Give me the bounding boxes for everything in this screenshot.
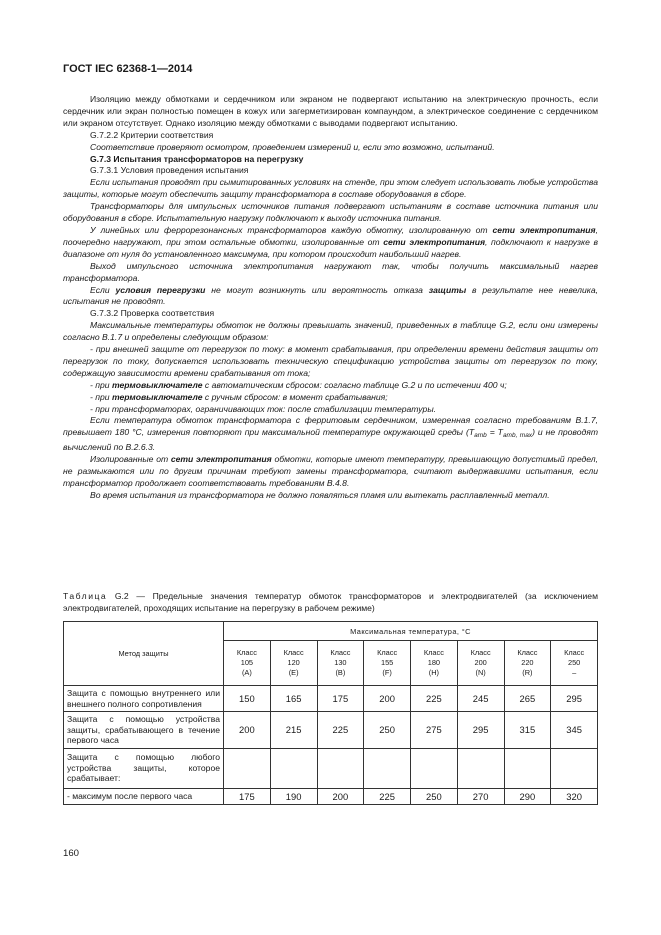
table-cell: 225 xyxy=(364,788,411,804)
row-label: - максимум после первого часа xyxy=(64,788,224,804)
section-heading: G.7.2.2 Критерии соответствия xyxy=(90,129,214,140)
column-header-class: Класс 155 (F) xyxy=(364,641,411,686)
table-cell: 250 xyxy=(364,712,411,749)
term: термовыключателе xyxy=(111,379,203,390)
table-cell: 295 xyxy=(551,686,598,712)
paragraph: Соответствие проверяют осмотром, проведением измерений и, если это возможно, испытаний. xyxy=(90,141,495,152)
term: сети электропитания xyxy=(383,236,486,247)
table-cell: 200 xyxy=(364,686,411,712)
column-header-method: Метод защиты xyxy=(64,622,224,686)
section-heading: G.7.3 Испытания трансформаторов на перегрузку xyxy=(90,153,304,164)
term: условия перегрузки xyxy=(115,284,206,295)
table-row xyxy=(64,748,598,788)
table-cell: 245 xyxy=(457,686,504,712)
table-row xyxy=(64,788,598,804)
table-cell: 315 xyxy=(504,712,551,749)
paragraph: Если испытания проводят при сымитированных условиях на стенде, при этом следует использовать любые устройства защиты, которые могут обеспечить защиту трансформатора в составе оборудования в сборе. xyxy=(63,177,598,200)
column-header-class: Класс 105 (A) xyxy=(224,641,271,686)
table-row xyxy=(64,712,598,749)
table-cell: 250 xyxy=(411,788,458,804)
section-heading: G.7.3.1 Условия проведения испытания xyxy=(90,165,249,176)
table-cell xyxy=(504,748,551,788)
column-header-class: Класс 180 (H) xyxy=(411,641,458,686)
row-label: Защита с помощью любого устройства защиты, которое срабатывает: xyxy=(64,748,224,788)
table-cell: 165 xyxy=(270,686,317,712)
paragraph: Если условия перегрузки не могут возникнуть или вероятность отказа защиты в результате нее невелика, испытания не проводят. xyxy=(63,284,598,307)
list-item: - при термовыключателе с ручным сбросом: в момент срабатывания; xyxy=(90,391,388,402)
paragraph: Максимальные температуры обмоток не должны превышать значений, приведенных в таблице G.2, если они измерены согласно B.1.7 и определены следующим образом: xyxy=(63,320,598,343)
column-header-class: Класс 120 (E) xyxy=(270,641,317,686)
page-number: 160 xyxy=(63,848,80,859)
paragraph: Изолированные от сети электропитания обмотки, которые имеют температуру, превышающую допустимый предел, не размыкаются или по другим причинам требуют замены трансформатора, считают выдержавшими испытания, если трансформатор продолжает соответствовать требованиям B.4.8. xyxy=(63,454,598,488)
table-cell xyxy=(411,748,458,788)
table-cell: 275 xyxy=(411,712,458,749)
list-item: - при термовыключателе с автоматическим сбросом: согласно таблице G.2 и по истечении 400 ч; xyxy=(90,379,507,390)
table-cell: 200 xyxy=(317,788,364,804)
table-cell: 225 xyxy=(411,686,458,712)
term: сети электропитания xyxy=(170,454,272,465)
table-cell: 265 xyxy=(504,686,551,712)
table-cell xyxy=(317,748,364,788)
table-cell: 200 xyxy=(224,712,271,749)
table-caption: Таблица G.2 — Предельные значения температур обмоток трансформаторов и электродвигателей (за исключением электродвигателей, проходящих испытание на перегрузку в рабочем режиме) xyxy=(63,591,598,613)
paragraph: Изоляцию между обмотками и сердечником или экраном не подвергают испытанию на электрическую прочность, если сердечник или экран полностью помещен в кожух или загерметизирован компаундом, а электрическое соединение с сердечником или экраном отсутствует. Однако изоляцию между обмотками с выводами подвергают испытанию. xyxy=(63,94,598,128)
table-row xyxy=(64,686,598,712)
row-label: Защита с помощью внутреннего или внешнего полного сопротивления xyxy=(64,686,224,712)
column-header-class: Класс 130 (B) xyxy=(317,641,364,686)
table-cell: 345 xyxy=(551,712,598,749)
column-header-class: Класс 200 (N) xyxy=(457,641,504,686)
table-cell xyxy=(457,748,504,788)
table-cell xyxy=(551,748,598,788)
document-header: ГОСТ IEC 62368-1—2014 xyxy=(63,63,193,75)
table-cell: 290 xyxy=(504,788,551,804)
table-cell xyxy=(364,748,411,788)
table-cell xyxy=(270,748,317,788)
section-heading: G.7.3.2 Проверка соответствия xyxy=(90,308,215,319)
table-cell: 225 xyxy=(317,712,364,749)
list-item: - при внешней защите от перегрузок по току: в момент срабатывания, при определении времени действия защиты от перегрузок по току, допускается использовать техническую спецификацию устройства защиты от перегрузок по току, содержащую зависимости времени срабатывания от тока; xyxy=(63,344,598,378)
table-cell: 320 xyxy=(551,788,598,804)
row-label: Защита с помощью устройства защиты, срабатывающего в течение первого часа xyxy=(64,712,224,749)
term: сети электропитания xyxy=(492,224,596,235)
paragraph: Если температура обмоток трансформатора с ферритовым сердечником, измеренная согласно требованиям B.1.7, превышает 180 °C, измерения повторяют при максимальной температуре окружающей среды $(T_{amb} = T_{amb, max})$ и не проводят вычислений по B.2.6.3. xyxy=(63,415,598,453)
paragraph: Трансформаторы для импульсных источников питания подвергают испытаниям в составе источника питания или оборудования в сборе. Испытательную нагрузку подключают к выходу источника питания. xyxy=(63,201,598,224)
table-cell: 175 xyxy=(224,788,271,804)
list-item: - при трансформаторах, ограничивающих ток: после стабилизации температуры. xyxy=(90,403,437,414)
paragraph: У линейных или феррорезонансных трансформаторов каждую обмотку, изолированную от сети электропитания, поочередно нагружают, при этом остальные обмотки, изолированные от сети электропитания, подключают к нагрузке в диапазоне от нуля до установленного максимума, при котором происходит наибольший нагрев. xyxy=(63,224,598,259)
table-cell: 215 xyxy=(270,712,317,749)
term: защиты xyxy=(428,284,467,295)
table-cell xyxy=(224,748,271,788)
paragraph: Выход импульсного источника электропитания нагружают так, чтобы получить максимальный нагрев трансформатора. xyxy=(63,260,598,283)
column-header-max-temp: Максимальная температура, °C xyxy=(224,622,598,641)
body-text xyxy=(63,94,598,502)
column-header-class: Класс 250 – xyxy=(551,641,598,686)
table-cell: 175 xyxy=(317,686,364,712)
table-cell: 190 xyxy=(270,788,317,804)
table-cell: 295 xyxy=(457,712,504,749)
paragraph: Во время испытания из трансформатора не должно появляться пламя или вытекать расплавленный металл. xyxy=(90,489,550,500)
term: термовыключателе xyxy=(111,391,203,402)
column-header-class: Класс 220 (R) xyxy=(504,641,551,686)
table-cell: 270 xyxy=(457,788,504,804)
table-cell: 150 xyxy=(224,686,271,712)
temperature-limits-table xyxy=(63,621,598,805)
